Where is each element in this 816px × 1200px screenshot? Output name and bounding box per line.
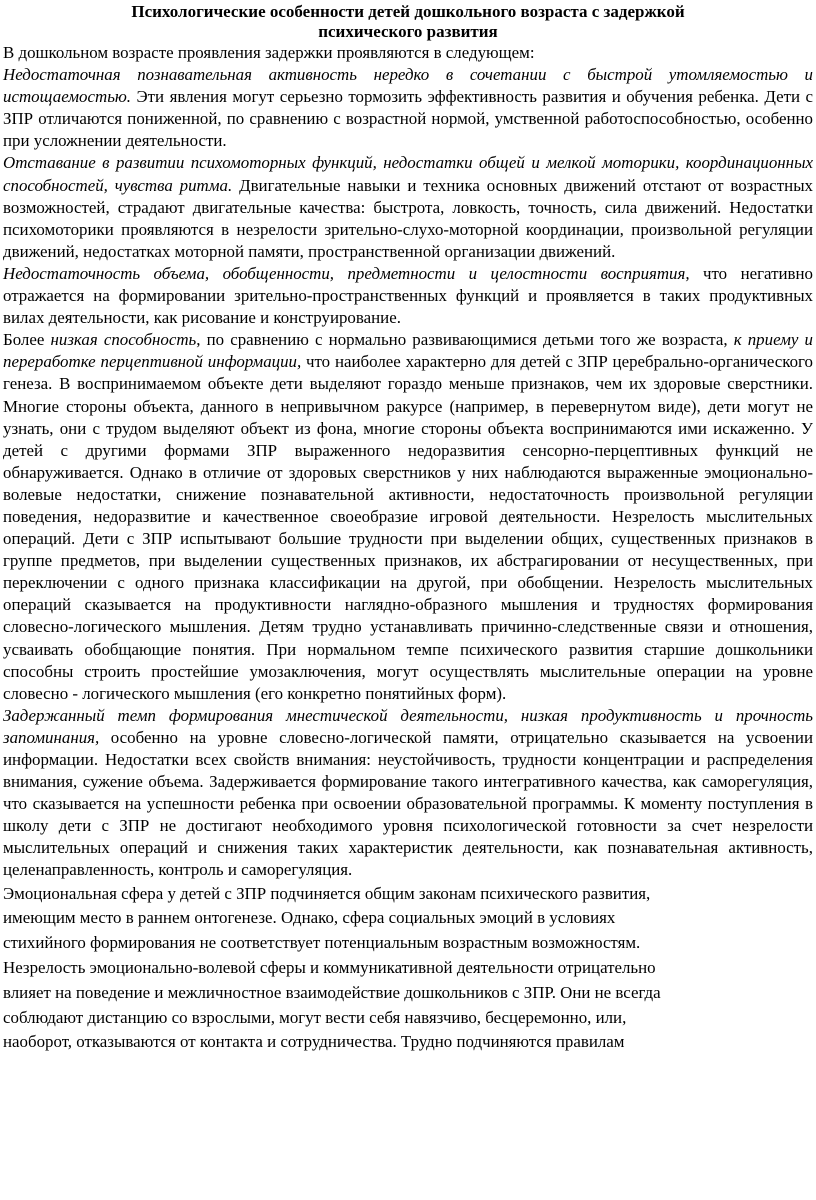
text-line: влияет на поведение и межличностное взаимодействие дошкольников с ЗПР. Они не всегда: [3, 982, 661, 1002]
paragraph: [3, 329, 813, 705]
title-line-1: Психологические особенности детей дошкольного возраста с задержкой: [131, 2, 685, 21]
text-segment: что негативно отражается на формировании зрительно-пространственных функций и проявляется в таких продуктивных вилах деятельности, как рисование и конструирование.: [3, 263, 813, 328]
text-segment: особенно на уровне словесно-логической памяти, отрицательно сказывается на усвоении информации. Недостатки всех свойств внимания: неустойчивость, трудности концентрации и распределения внимания, сужение объема. Задерживается формирование такого интегративного качества, как саморегуляция, что сказывается на успешности ребенка при освоении образовательной программы. К моменту поступления в школу дети с ЗПР не достигают необходимого уровня психологической готовности за счет незрелости мыслительных операций и снижения таких характеристик деятельности, как познавательная активность, целенаправленность, контроль и саморегуляция.: [3, 727, 813, 880]
paragraph: [3, 263, 813, 329]
text-line: Эмоциональная сфера у детей с ЗПР подчиняется общим законам психического развития,: [3, 883, 651, 903]
text-segment: Эти явления могут серьезно тормозить эффективность развития и обучения ребенка. Дети с ЗПР отличаются пониженной, по сравнению с возрастной нормой, умственной работоспособностью, особенно при усложнении деятельности.: [3, 87, 813, 151]
text-segment: Двигательные навыки и техника основных движений отстают от возрастных возможностей, страдают двигательные качества: быстрота, ловкость, точность, сила движений. Недостатки психомоторики проявляются в незрелости зрительно-слухо-моторной координации, произвольной регуляции движений, недостатках моторной памяти, пространственной организации движений.: [3, 175, 814, 261]
document-body: [3, 42, 813, 882]
text-segment: , по сравнению с нормально развивающимися детьми того же возраста,: [196, 330, 734, 350]
text-segment: Более: [3, 330, 51, 350]
document-title: [3, 2, 813, 41]
paragraph: [3, 64, 813, 152]
text-line: имеющим место в раннем онтогенезе. Однако, сфера социальных эмоций в условиях: [3, 908, 616, 928]
text-segment: что наиболее характерно для детей с ЗПР церебрально-органического генеза. В воспринимаемом объекте дети выделяют гораздо меньше признаков, чем их здоровые сверстники. Многие стороны объекта, данного в непривычном ракурсе (например, в перевернутом виде), дети могут не узнать, они с трудом выделяют объект из фона, многие стороны объекта воспринимаются ими искаженно. У детей с другими формами ЗПР выраженного недоразвития сенсорно-перцептивных функций не обнаруживается. Однако в отличие от здоровых сверстников у них наблюдаются выраженные эмоционально-волевые недостатки, снижение познавательной активности, недостаточность произвольной регуляции поведения, недоразвитие и качественное своеобразие игровой деятельности. Незрелость мыслительных операций. Дети с ЗПР испытывают большие трудности при выделении общих, существенных признаков в группе предметов, при выделении существенных признаков, их абстрагировании от несущественных, при переключении с одного признака классификации на другой, при обобщении. Незрелость мыслительных операций сказывается на продуктивности наглядно-образного мышления и трудностях формирования словесно-логического мышления. Детям трудно устанавливать причинно-следственные связи и отношения, усваивать обобщающие понятия. При нормальном темпе психического развития старшие дошкольники способны строить простейшие умозаключения, могут осуществлять мыслительные операции на уровне словесно - логического мышления (его конкретно понятийных форм).: [3, 352, 814, 703]
document-body-continuation: [3, 882, 813, 1056]
emphasized-text: Задержанный темп формирования мнестической деятельности, низкая продуктивность и прочность запоминания,: [3, 705, 813, 747]
emphasized-text: низкая способность: [50, 330, 197, 350]
emphasized-text: Отставание в развитии психомоторных функций, недостатки общей и мелкой моторики, координационных способностей, чувства ритма.: [3, 153, 813, 195]
text-line: стихийного формирования не соответствует потенциальным возрастным возможностям.: [3, 933, 641, 953]
emphasized-text: Недостаточность объема, обобщенности, предметности и целостности восприятия,: [3, 263, 690, 283]
paragraph: [3, 705, 813, 882]
emphasized-text: Недостаточная познавательная активность нередко в сочетании с быстрой утомляемостью и истощаемостью.: [3, 65, 813, 107]
text-segment: В дошкольном возрасте проявления задержки проявляются в следующем:: [3, 43, 535, 62]
text-line: соблюдают дистанцию со взрослыми, могут вести себя навязчиво, бесцеремонно, или,: [3, 1007, 627, 1027]
text-line: Незрелость эмоционально-волевой сферы и коммуникативной деятельности отрицательно: [3, 957, 656, 977]
paragraph: [3, 152, 813, 262]
paragraph: [3, 42, 813, 64]
emphasized-text: к приему и переработке перцептивной информации,: [3, 330, 814, 372]
text-line: наоборот, отказываются от контакта и сотрудничества. Трудно подчиняются правилам: [3, 1032, 625, 1052]
title-line-2: психического развития: [318, 21, 498, 41]
